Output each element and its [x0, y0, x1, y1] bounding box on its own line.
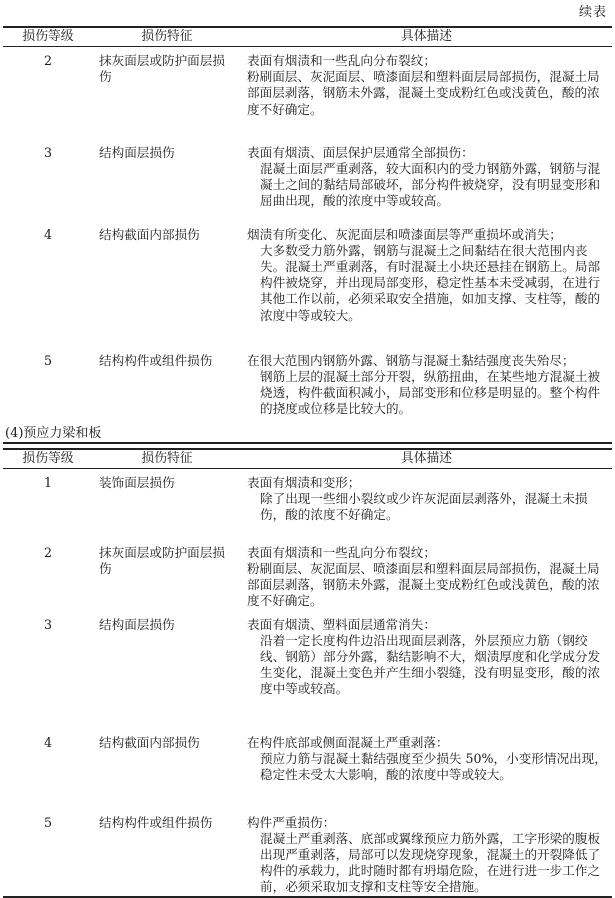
header-level: 损伤等级 [3, 27, 93, 47]
damage-feature: 结构截面内部损伤 [99, 734, 200, 750]
description-lead: 表面有烟渍、面层保护层通常全部损伤： [247, 144, 474, 160]
header-feature: 损伤特征 [93, 449, 241, 469]
damage-level: 5 [43, 814, 52, 830]
damage-table-2 [3, 448, 612, 898]
damage-table-1 [3, 26, 612, 444]
table-row [3, 615, 612, 725]
damage-description [247, 539, 608, 610]
header-feature: 损伤特征 [93, 27, 241, 47]
damage-level: 3 [43, 144, 52, 160]
table-header-row [3, 449, 612, 469]
description-body: 除了出现一些细小裂纹或少许灰泥面层剥落外，混凝土未损伤，酸的浓度不好确定。 [260, 491, 588, 523]
description-body: 沿着一定长度构件边沿出现面层剥落，外层预应力筋（钢绞线、钢筋）部分外露，黏结影响不大，烟渍厚度和化学成分发生变化，混凝土变色并产生细小裂缝，没有明显变形，酸的浓度中等或较高。 [260, 632, 601, 697]
description-lead: 表面有烟渍和一些乱向分布裂纹； [247, 53, 436, 68]
damage-feature: 抹灰面层或防护面层损伤 [99, 53, 225, 85]
description-body: 粉刷面层、灰泥面层、喷漆面层和塑料面层局部损伤，混凝土局部面层剥落，钢筋未外露，混凝土变成粉红色或浅黄色，酸的浓度不好确定。 [247, 560, 600, 609]
damage-description [247, 469, 608, 524]
table-row [3, 131, 612, 221]
header-description: 具体描述 [241, 449, 612, 469]
header-description: 具体描述 [241, 27, 612, 47]
damage-feature: 结构面层损伤 [99, 616, 175, 632]
damage-feature: 结构构件或组件损伤 [99, 814, 213, 830]
damage-description [247, 615, 608, 698]
table-row [3, 221, 612, 347]
continued-label: 续表 [578, 5, 607, 20]
description-body: 钢筋上层的混凝土部分开裂，纵筋扭曲，在某些地方混凝土被烧透，构件截面积减小，局部变形和位移是明显的。整个构件的挠度或位移是比较大的。 [260, 368, 601, 417]
table-row [3, 725, 612, 809]
description-body: 混凝土严重剥落、底部或翼缘预应力筋外露，工字形梁的腹板出现严重剥落，局部可以发现烧穿现象，混凝土的开裂降低了构件的承载力，此时随时都有坍塌危险，在进行进一步工作之前，必须采取加支撑和支柱等安全措施。 [260, 830, 601, 895]
damage-level: 4 [43, 226, 52, 242]
damage-description [247, 809, 608, 896]
description-lead: 构件严重损伤： [247, 814, 336, 830]
damage-feature: 抹灰面层或防护面层损伤 [99, 544, 225, 576]
header-level: 损伤等级 [3, 449, 93, 469]
damage-level: 4 [43, 734, 52, 750]
damage-feature: 结构构件或组件损伤 [99, 352, 213, 368]
description-lead: 烟渍有所变化、灰泥面层和喷漆面层等严重损坏或消失； [247, 226, 562, 242]
table-header-row [3, 27, 612, 47]
damage-level: 3 [43, 616, 52, 632]
damage-description [247, 47, 608, 118]
table-row [3, 47, 612, 131]
damage-description [247, 221, 608, 324]
description-lead: 表面有烟渍和一些乱向分布裂纹； [247, 544, 436, 560]
damage-level: 5 [43, 352, 52, 368]
description-body: 粉刷面层、灰泥面层、喷漆面层和塑料面层局部损伤，混凝土局部面层剥落，钢筋未外露，混凝土变成粉红色或浅黄色，酸的浓度不好确定。 [247, 69, 600, 117]
description-lead: 表面有烟渍和变形； [247, 475, 361, 490]
description-body: 混凝土面层严重剥落，较大面积内的受力钢筋外露，钢筋与混凝土之间的黏结局部破坏，部分构件被烧穿，没有明显变形和屈曲出现，酸的浓度中等或较高。 [260, 160, 601, 209]
description-lead: 在很大范围内钢筋外露、钢筋与混凝土黏结强度丧失殆尽； [247, 352, 575, 368]
table-row [3, 469, 612, 539]
damage-feature: 结构截面内部损伤 [99, 226, 200, 242]
damage-description [247, 725, 608, 784]
table-row [3, 539, 612, 615]
damage-level: 1 [43, 475, 52, 490]
damage-feature: 装饰面层损伤 [99, 475, 175, 490]
damage-feature: 结构面层损伤 [99, 144, 175, 160]
damage-level: 2 [43, 53, 52, 68]
damage-description [247, 347, 608, 418]
description-body: 大多数受力筋外露，钢筋与混凝土之间黏结在很大范围内丧失。混凝土严重剥落，有时混凝土小块还悬挂在钢筋上。局部构件被烧穿，并出现局部变形，稳定性基本未受减弱，在进行其他工作以前，必须采取安全措施，如加支撑、支柱等，酸的浓度中等或较大。 [260, 242, 601, 323]
damage-description [247, 131, 608, 210]
section-title: (4)预应力梁和板 [5, 426, 102, 441]
table-row [3, 809, 612, 897]
damage-level: 2 [43, 544, 52, 560]
description-lead: 表面有烟渍、塑料面层通常消失： [247, 616, 436, 632]
description-lead: 在构件底部或侧面混凝土严重剥落： [247, 734, 449, 750]
description-body: 预应力筋与混凝土黏结强度至少损失 50%，小变形情况出现，稳定性未受太大影响，酸的浓度中等或较大。 [260, 750, 607, 782]
